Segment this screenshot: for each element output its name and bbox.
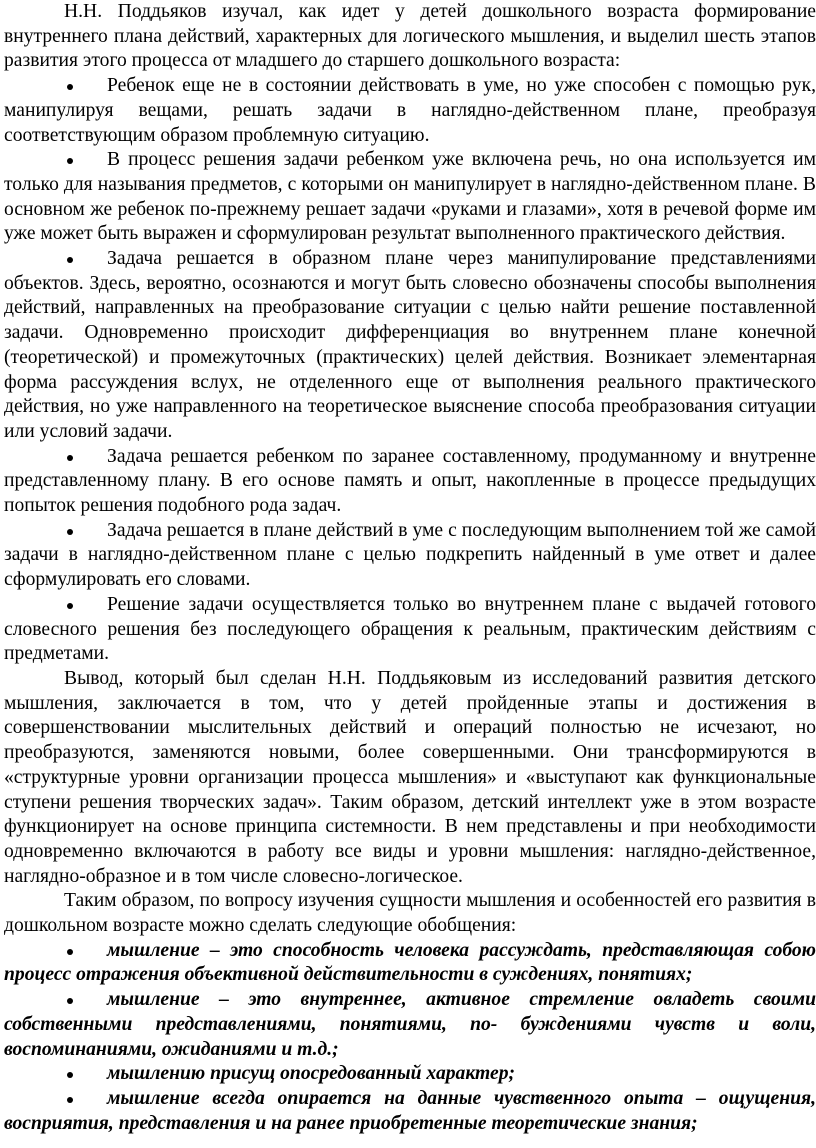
stage-text: Задача решается ребенком по заранее составленному, продуманному и внутренне представленному плану. В его основе память и опыт, накопленные в процессе предыдущих попыток решения подобного рода задач. [4, 445, 816, 517]
bullet-icon [67, 529, 73, 535]
stage-text: Решение задачи осуществляется только во внутреннем плане с выдачей готового словесного решения без последующего обращения к реальным, практическим действиям с предметами. [4, 593, 816, 665]
stage-item [4, 593, 816, 667]
stage-text: Задача решается в плане действий в уме с последующим выполнением той же самой задачи в наглядно-действенном плане с целью подкрепить найденный в уме ответ и далее сформулировать его словами. [4, 519, 816, 591]
generalization-text: мышление – это способность человека рассуждать, представляющая собою процесс отражения объективной действительности в суждениях, понятиях; [4, 939, 816, 986]
intro-paragraph: Н.Н. Поддьяков изучал, как идет у детей дошкольного возраста формирование внутреннего плана действий, характерных для логического мышления, и выделил шесть этапов развития этого процесса от младшего до старшего дошкольного возраста: [4, 1, 816, 72]
stage-item [4, 445, 816, 519]
conclusion-paragraph: Вывод, который был сделан Н.Н. Поддьяковым из исследований развития детского мышления, заключается в том, что у детей пройденные этапы и достижения в совершенствовании мыслительных действий и операций полностью не исчезают, но преобразуются, заменяются новыми, более совершенными. Они трансформируются в «структурные уровни организации процесса мышления» и «выступают как функциональные ступени решения творческих задач». Таким образом, детский интеллект уже в этом возрасте функционирует на основе принципа системности. В нем представлены и при необходимости одновременно включаются в работу все виды и уровни мышления: наглядно-действенное, наглядно-образное и в том числе словесно-логическое. [4, 667, 816, 887]
summary-intro-paragraph: Таким образом, по вопросу изучения сущности мышления и особенностей его развития в дошкольном возрасте можно сделать следующие обобщения: [4, 890, 816, 937]
stage-item [4, 74, 816, 148]
bullet-icon [67, 455, 73, 461]
generalization-item [4, 939, 816, 988]
generalization-text: мышлению присущ опосредованный характер; [107, 1063, 516, 1085]
bullet-icon [67, 1097, 73, 1103]
bullet-icon [67, 257, 73, 263]
stage-text: Ребенок еще не в состоянии действовать в уме, но уже способен с помощью рук, манипулируя вещами, решать задачи в наглядно-действенном плане, преобразуя соответствующим образом проблемную ситуацию. [4, 75, 816, 146]
bullet-icon [67, 1072, 73, 1078]
bullet-icon [67, 603, 73, 609]
stage-text: В процесс решения задачи ребенком уже включена речь, но она используется им только для называния предметов, с которыми он манипулирует в наглядно-действенном плане. В основном же ребенок по-прежнему решает задачи «руками и глазами», хотя в речевой форме им уже может быть выражен и сформулирован результат выполненного практического действия. [4, 149, 816, 245]
stage-item [4, 148, 816, 247]
bullet-icon [67, 84, 73, 90]
generalization-text: мышление всегда опирается на данные чувственного опыта – ощущения, восприятия, представления и на ранее приобретенные теоретические знания; [4, 1087, 816, 1134]
bullet-icon [67, 949, 73, 955]
stage-item [4, 247, 816, 445]
stage-item [4, 519, 816, 593]
generalization-text: мышление – это внутреннее, активное стремление овладеть своими собственными представлениями, понятиями, по- буждениями чувств и воли, воспоминаниями, ожиданиями и т.д.; [4, 989, 816, 1060]
stage-text: Задача решается в образном плане через манипулирование представлениями объектов. Здесь, вероятно, осознаются и могут быть словесно обозначены способы выполнения действий, направленных на преобразование ситуации с целью найти решение поставленной задачи. Одновременно происходит дифференциация во внутреннем плане конечной (теоретической) и промежуточных (практических) целей действия. Возникает элементарная форма рассуждения вслух, не отделенного еще от выполнения реального практического действия, но уже направленного на теоретическое выяснение способа преобразования ситуации или условий задачи. [4, 248, 816, 442]
bullet-icon [67, 998, 73, 1004]
generalization-item [4, 1062, 816, 1087]
bullet-icon [67, 158, 73, 164]
generalization-item [4, 988, 816, 1062]
generalization-item [4, 1087, 816, 1136]
